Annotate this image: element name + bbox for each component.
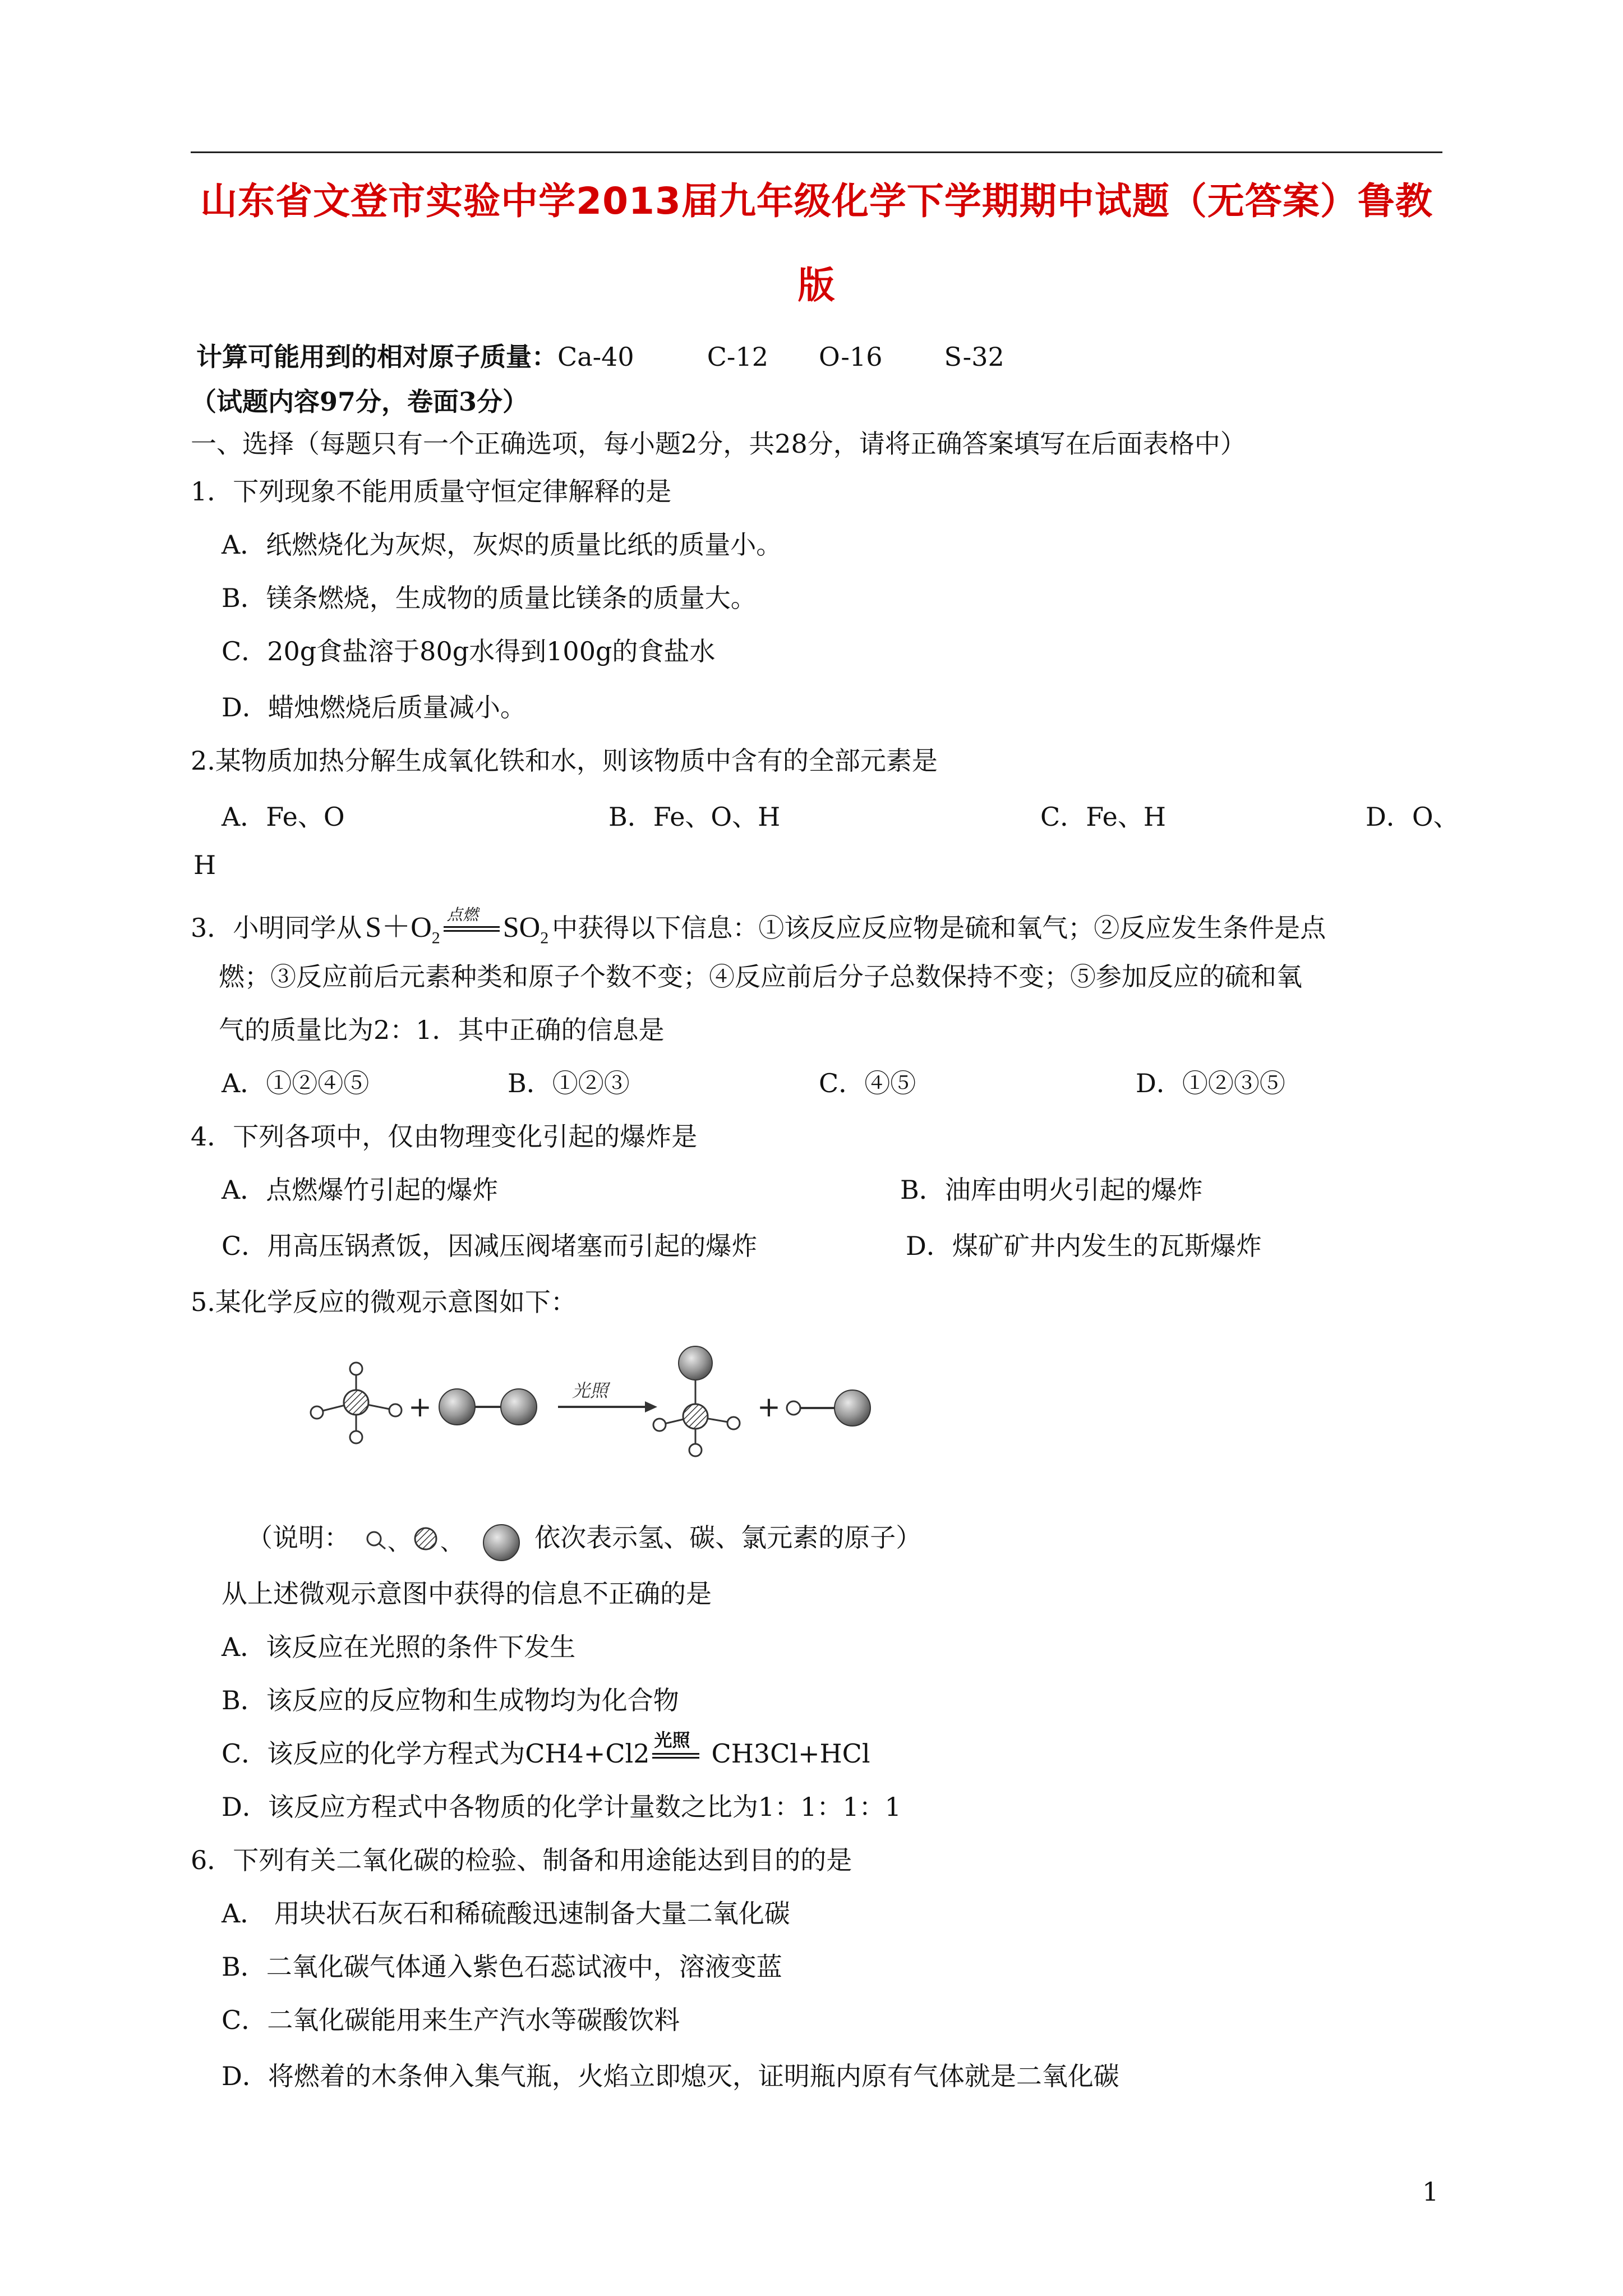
carbon-atom	[344, 1390, 368, 1415]
q4-option-d: D．煤矿矿井内发生的瓦斯爆炸	[906, 1231, 1262, 1261]
arrow-label: 光照	[572, 1380, 608, 1401]
q3-double-bar	[444, 926, 500, 932]
q3-stem-suffix: 中获得以下信息：①该反应反应物是硫和氧气；②反应发生条件是点	[552, 913, 1326, 943]
q3-condition-label: 点燃	[446, 907, 478, 924]
q1-stem: 1．下列现象不能用质量守恒定律解释的是	[191, 476, 672, 507]
legend-chlorine-icon	[483, 1525, 519, 1561]
q3-option-d: D．①②③⑤	[1136, 1068, 1285, 1098]
q3-option-c: C．④⑤	[819, 1068, 916, 1098]
q1-option-b: B．镁条燃烧，生成物的质量比镁条的质量大。	[222, 583, 757, 613]
q1-option-c: C．20g食盐溶于80g水得到100g的食盐水	[222, 636, 716, 666]
q5-option-a: A．该反应在光照的条件下发生	[222, 1632, 576, 1662]
q2-stem: 2.某物质加热分解生成氧化铁和水，则该物质中含有的全部元素是	[191, 746, 938, 776]
hydrogen-atom	[787, 1401, 800, 1415]
q1-option-d: D．蜡烛燃烧后质量减小。	[222, 692, 526, 723]
q3-equation: $S+O_2$ 点燃 $SO_2$	[362, 903, 552, 947]
q3-stem-line2: 燃；③反应前后元素种类和原子个数不变；④反应前后分子总数保持不变；⑤参加反应的硫和氧	[219, 961, 1302, 992]
q4-option-a: A．点燃爆竹引起的爆炸	[222, 1175, 499, 1205]
hydrogen-atom	[350, 1431, 362, 1443]
q5-option-c-line	[222, 1729, 870, 1770]
mass-ca: Ca-40	[557, 342, 634, 372]
mass-o: O-16	[818, 342, 883, 372]
q5-stem: 5.某化学反应的微观示意图如下：	[191, 1287, 577, 1317]
q3-stem-prefix: 3．小明同学从	[191, 913, 362, 943]
q6-option-c: C．二氧化碳能用来生产汽水等碳酸饮料	[222, 2005, 680, 2035]
legend-carbon-icon	[415, 1528, 436, 1549]
q3-option-a: A．①②④⑤	[222, 1068, 370, 1098]
legend-prefix: （说明：	[247, 1522, 350, 1553]
hydrogen-atom	[389, 1404, 402, 1416]
hydrogen-atom	[727, 1417, 740, 1429]
plus-sign: +	[757, 1391, 781, 1423]
exam-title-line2: 版	[797, 264, 836, 307]
svg-text:、: 、	[440, 1530, 463, 1556]
chlorine-atom	[439, 1389, 475, 1425]
atomic-masses-label: 计算可能用到的相对原子质量：	[196, 342, 557, 372]
ch3cl-molecule	[653, 1346, 740, 1456]
q2-option-d-wrap: H	[193, 850, 216, 880]
q4-stem: 4．下列各项中，仅由物理变化引起的爆炸是	[191, 1121, 698, 1152]
atomic-masses-line	[196, 337, 1004, 374]
svg-text:、: 、	[387, 1530, 410, 1556]
q2-option-a: A．Fe、O	[222, 802, 345, 832]
page-number: 1	[1422, 2177, 1439, 2207]
legend-atoms	[358, 1517, 527, 1562]
hydrogen-atom	[350, 1363, 362, 1375]
q6-option-b: B．二氧化碳气体通入紫色石蕊试液中，溶液变蓝	[222, 1952, 782, 1982]
chlorine-atom	[679, 1346, 712, 1380]
q3-stem-line3: 气的质量比为2：1．其中正确的信息是	[219, 1015, 665, 1045]
ch4-molecule	[311, 1363, 402, 1443]
q6-stem: 6．下列有关二氧化碳的检验、制备和用途能达到目的的是	[191, 1845, 852, 1875]
reaction-diagram	[292, 1335, 909, 1481]
plus-sign: +	[408, 1391, 432, 1423]
chlorine-atom	[834, 1390, 870, 1426]
q6-option-a: A． 用块状石灰石和稀硫酸迅速制备大量二氧化碳	[222, 1898, 790, 1929]
section1-heading: 一、选择（每题只有一个正确选项，每小题2分，共28分，请将正确答案填写在后面表格中）	[191, 429, 1246, 459]
legend-suffix: 依次表示氢、碳、氯元素的原子）	[534, 1522, 922, 1553]
mass-s: S-32	[944, 342, 1004, 372]
q1-option-a: A．纸燃烧化为灰烬，灰烬的质量比纸的质量小。	[222, 530, 782, 560]
q4-option-c: C．用高压锅煮饭，因减压阀堵塞而引起的爆炸	[222, 1231, 758, 1261]
q3-option-b: B．①②③	[508, 1068, 630, 1098]
hcl-molecule	[787, 1390, 870, 1426]
mass-c: C-12	[707, 342, 768, 372]
q2-option-b: B．Fe、O、H	[608, 802, 781, 832]
chlorine-atom	[501, 1389, 537, 1425]
cl2-molecule	[439, 1389, 537, 1425]
q5-option-b: B．该反应的反应物和生成物均为化合物	[222, 1685, 679, 1715]
q5-option-c: C．该反应的化学方程式为CH4+Cl2	[222, 1738, 650, 1769]
q5-option-c-arrow	[652, 1729, 703, 1764]
header-rule	[191, 151, 1442, 153]
q4-option-b: B．油库由明火引起的爆炸	[900, 1175, 1203, 1205]
carbon-atom	[683, 1404, 708, 1429]
q6-option-d: D．将燃着的木条伸入集气瓶，火焰立即熄灭，证明瓶内原有气体就是二氧化碳	[222, 2061, 1119, 2091]
q5-question: 从上述微观示意图中获得的信息不正确的是	[222, 1579, 712, 1609]
q3-condition-arrow	[444, 907, 500, 938]
hydrogen-atom	[689, 1444, 702, 1456]
q5-option-c-condition: 光照	[654, 1729, 690, 1751]
reaction-arrow	[558, 1380, 657, 1412]
hydrogen-atom	[653, 1419, 666, 1431]
q2-option-d: D．O、	[1366, 802, 1459, 832]
q5-option-d: D．该反应方程式中各物质的化学计量数之比为1：1：1：1	[222, 1792, 901, 1822]
exam-title-line1: 山东省文登市实验中学2013届九年级化学下学期期中试题（无答案）鲁教	[200, 180, 1433, 223]
q3-stem-line1	[191, 903, 1326, 947]
q5-legend	[247, 1517, 921, 1554]
q5-option-c-products: CH3Cl+HCl	[711, 1738, 870, 1769]
q2-option-c: C．Fe、H	[1040, 802, 1166, 832]
score-note: （试题内容97分，卷面3分）	[191, 386, 529, 417]
hydrogen-atom	[311, 1406, 323, 1419]
